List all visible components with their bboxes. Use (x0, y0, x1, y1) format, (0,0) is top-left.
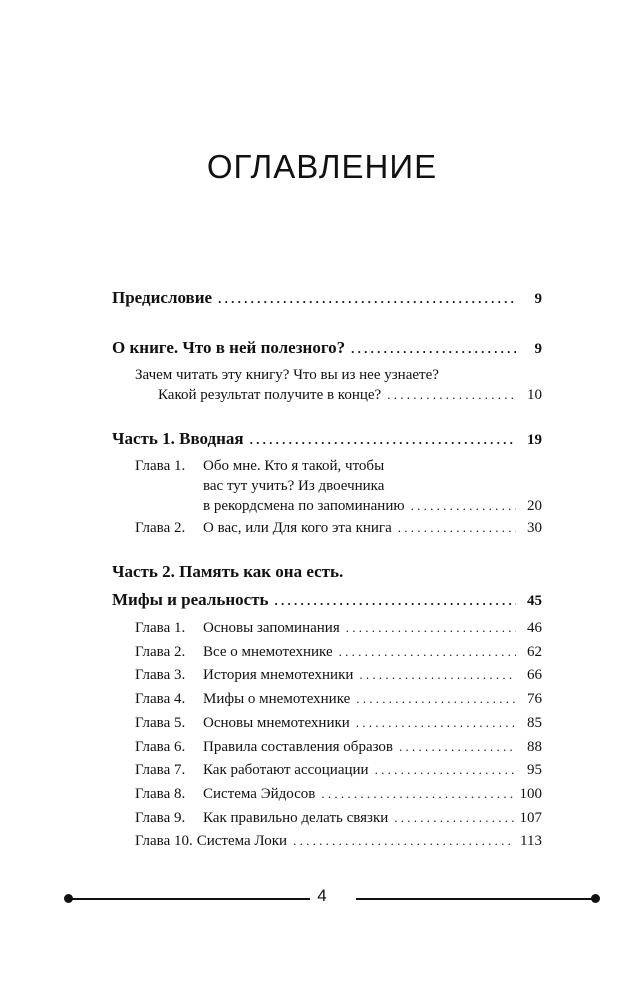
toc-entry-label: Как правильно делать связки (203, 809, 389, 826)
leader-dots (356, 715, 516, 731)
chapter-number: Глава 8. (135, 785, 186, 802)
toc-entry-chapter (203, 498, 542, 515)
leader-dots (275, 593, 516, 609)
chapter-number: Глава 2. (135, 643, 186, 660)
leader-dots (359, 667, 516, 683)
leader-dots (387, 387, 516, 403)
chapter-number: Глава 5. (135, 714, 186, 731)
chapter-number: Глава 9. (135, 809, 186, 826)
toc-entry-text: Обо мне. Кто я такой, чтобы (203, 458, 385, 474)
toc-entry-label: Мифы о мнемотехнике (203, 691, 351, 708)
toc-entry-chapter (135, 620, 542, 637)
page-number: 4 (317, 886, 327, 905)
toc-entry-label: Какой результат получите в конце? (158, 387, 382, 403)
toc-entry-label: Как работают ассоциации (203, 762, 369, 779)
toc-page-number: 107 (519, 809, 542, 826)
toc-subentry-text: Зачем читать эту книгу? Что вы из нее узнаете? (135, 367, 439, 383)
toc-entry-preface (112, 288, 542, 308)
chapter-number: Глава 1. (135, 458, 186, 474)
toc-entry-label: О книге. Что в ней полезного? (112, 338, 346, 357)
toc-page-number: 62 (527, 643, 542, 660)
leader-dots (346, 620, 516, 636)
leader-dots (398, 520, 516, 536)
chapter-number: Глава 2. (135, 520, 186, 536)
toc-page-number: 20 (527, 498, 542, 514)
toc-page-number: 88 (527, 738, 542, 755)
footer-rule-right (356, 898, 596, 900)
toc-entry-chapter (135, 691, 542, 708)
leader-dots (375, 762, 516, 778)
chapter-number: Глава 3. (135, 667, 186, 684)
leader-dots (339, 644, 516, 660)
toc-page-number: 85 (527, 714, 542, 731)
chapter-number: Глава 4. (135, 691, 186, 708)
leader-dots (351, 341, 516, 357)
toc-page-number: 66 (527, 667, 542, 684)
toc-entry-label: Система Эйдосов (203, 785, 316, 802)
toc-entry-label: Основы мнемотехники (203, 714, 350, 731)
toc-entry-part1 (112, 429, 542, 449)
chapter-number: Глава 7. (135, 762, 186, 779)
toc-entry-label: Предисловие (112, 288, 213, 307)
leader-dots (218, 291, 516, 307)
leader-dots (394, 810, 513, 826)
toc-entry-label: Основы запоминания (203, 620, 340, 636)
toc-entry-label: Система Локи (196, 833, 288, 850)
toc-entry-chapter (135, 810, 542, 827)
chapter-number: Глава 6. (135, 738, 186, 755)
toc-entry-chapter (135, 715, 542, 732)
toc-entry-label: Все о мнемотехнике (203, 643, 333, 660)
toc-entry-text: вас тут учить? Из двоечника (203, 478, 385, 494)
toc-page-number: 30 (527, 520, 542, 536)
toc-page-number: 113 (520, 833, 542, 850)
toc-entry-part2 (112, 590, 542, 610)
leader-dots (293, 833, 514, 849)
toc-entry-chapter (135, 667, 542, 684)
toc-page-number: 45 (527, 593, 542, 609)
toc-entry-label: История мнемотехники (203, 667, 354, 684)
toc-entry-about (112, 338, 542, 358)
toc-entry-label: Мифы и реальность (112, 590, 269, 609)
toc-entry-chapter (135, 644, 542, 661)
page-title: ОГЛАВЛЕНИЕ (206, 148, 438, 185)
toc-entry-chapter (135, 739, 542, 756)
toc-page-number: 19 (527, 432, 542, 448)
toc-entry-label: Часть 1. Вводная (112, 429, 244, 448)
toc-entry-chapter (135, 520, 542, 537)
toc-page-number: 100 (519, 785, 542, 802)
leader-dots (399, 739, 516, 755)
chapter-number: Глава 10. (135, 833, 193, 850)
toc-entry-label: в рекордсмена по запоминанию (203, 498, 405, 514)
toc-entry-label: Правила составления образов (203, 738, 394, 755)
toc-page-number: 95 (527, 762, 542, 779)
toc-entry-chapter (135, 833, 542, 850)
toc-entry-chapter (135, 762, 542, 779)
toc-page-number: 46 (527, 620, 542, 636)
toc-entry-part2-title: Часть 2. Память как она есть. (112, 562, 344, 581)
leader-dots (356, 691, 516, 707)
toc-page-number: 9 (534, 341, 542, 357)
toc-page-number: 9 (534, 291, 542, 307)
toc-subentry (158, 387, 542, 404)
toc-entry-chapter (135, 786, 542, 803)
toc-page-number: 76 (527, 691, 542, 708)
toc-page-number: 10 (527, 387, 542, 403)
toc-entry-label: О вас, или Для кого эта книга (203, 520, 392, 536)
footer-bullet-right (591, 894, 600, 903)
leader-dots (411, 498, 516, 514)
chapter-number: Глава 1. (135, 620, 186, 636)
leader-dots (321, 786, 513, 802)
leader-dots (250, 432, 516, 448)
